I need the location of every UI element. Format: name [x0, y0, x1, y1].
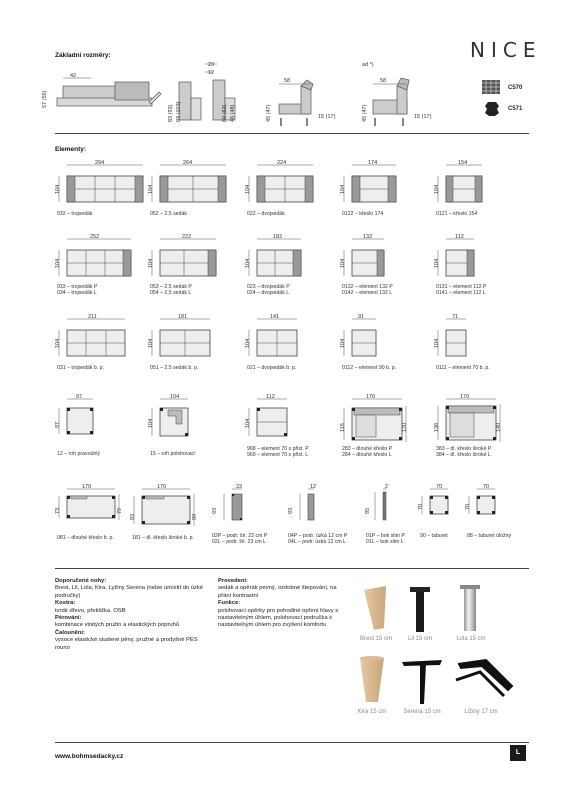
dim-104: 104	[148, 184, 154, 194]
dim-182: 182	[273, 234, 283, 240]
element-88	[465, 486, 505, 531]
dim-97v: 97	[55, 421, 61, 428]
element-968	[245, 396, 295, 446]
dim-70d: 70	[465, 503, 471, 510]
dim-15a: 15 (17)	[318, 114, 336, 120]
label-0121: 0121 – křeslo 154	[436, 211, 478, 217]
element-052	[148, 162, 228, 212]
dim-97: 97	[76, 394, 83, 400]
dim-104: 104	[434, 184, 440, 194]
dim-104: 104	[434, 338, 440, 348]
dim-252: 252	[90, 234, 100, 240]
element-0112	[340, 316, 380, 366]
lola-leg-label: Lola 15 cm	[456, 636, 486, 642]
dim-58a: 58	[284, 78, 291, 84]
element-04P	[288, 486, 328, 531]
info-left	[55, 578, 205, 652]
footer-url[interactable]: www.bohmsedacky.cz	[55, 753, 124, 760]
dim-93c: 93	[288, 507, 294, 514]
label-051: 051 – 2,5 sedák b. p.	[150, 365, 199, 371]
info-right	[218, 578, 343, 630]
dim-42: 42	[70, 73, 77, 79]
element-02P	[212, 486, 252, 531]
dim-116: 116	[340, 423, 346, 432]
element-283	[340, 396, 410, 449]
dim-104: 104	[245, 258, 251, 268]
dim-136: 136	[434, 422, 440, 432]
element-051	[148, 316, 213, 366]
dim-ad: ad *)	[362, 62, 374, 68]
dim-58b: 58	[380, 78, 387, 84]
dim-70c: 70	[483, 484, 490, 490]
dim-104: 104	[55, 258, 61, 268]
fabric-code-2: C571	[508, 106, 523, 112]
element-053	[148, 236, 218, 286]
element-021	[245, 316, 300, 366]
legs-text: Brest, Lil, Lola, Kira, Lyžiny Serena (nelze umístit do úzké područky)	[55, 585, 203, 599]
label-02P: 02P – podr. šír. 23 cm P 02L – podr. šír. 23 cm L	[212, 533, 268, 546]
element-031	[55, 316, 130, 366]
label-88: 88 – taburet úložný	[467, 533, 512, 539]
dim-12: 12	[208, 70, 215, 76]
fabric-icon	[482, 80, 500, 94]
brest-leg-label: Brest 15 cm	[359, 636, 392, 642]
dim-71: 71	[452, 314, 459, 320]
dim-70b: 70	[418, 503, 424, 510]
element-12	[55, 396, 100, 446]
label-04P: 04P – podr. úzká 12 cm P 04L – podr. úzká 12 cm L	[288, 533, 348, 546]
dim-112: 112	[455, 234, 464, 240]
func-text: polohovací opěrky pro pohodlné opření hlavy s nastavitelným úhlem, polohovací područka s nastavitelným úhlem pro zvýšení komfortu	[218, 607, 339, 629]
element-15	[148, 396, 193, 446]
dim-60: 60 (62)	[222, 104, 228, 122]
dim-15b: 15 (17)	[414, 114, 432, 120]
element-033	[55, 236, 135, 286]
dim-99: 99	[192, 513, 198, 520]
label-181: 181 – dl. křeslo široké b. p.	[132, 535, 194, 541]
exec-text: sedák a opěrák pevný, ozdobné štepování, na přání kontrastní	[218, 585, 337, 599]
dim-104: 104	[245, 184, 251, 194]
dim-70a: 70	[436, 484, 443, 490]
dim-104: 104	[55, 338, 61, 348]
exec-title: Provedení:	[218, 578, 248, 584]
dim-23r5: 23	[236, 484, 243, 490]
page-marker: L	[510, 745, 526, 761]
func-title: Funkce:	[218, 600, 241, 607]
dim-104: 104	[340, 338, 346, 348]
lola-leg-icon	[458, 583, 482, 633]
label-053: 053 – 2,5 sedák P 054 – 2,5 sedák L	[150, 284, 192, 297]
dim-104: 104	[340, 258, 346, 268]
dim-79: 79	[117, 507, 123, 514]
dim-170r5b: 170	[157, 484, 167, 490]
basic-dims-title: Základní rozměry:	[55, 52, 111, 59]
dim-93: 93 (103)	[176, 101, 182, 122]
dim-222: 222	[182, 234, 192, 240]
frame-title: Kostra:	[55, 600, 76, 607]
dim-132: 132	[363, 234, 373, 240]
element-032	[55, 162, 145, 212]
dim-170r4a: 170	[366, 394, 376, 400]
dim-45b: 45 (47)	[362, 104, 368, 122]
element-0132	[340, 236, 390, 286]
divider-bottom	[55, 742, 529, 743]
frame-text: tvrdé dřevo, překližka, OSB	[55, 607, 126, 614]
label-023: 023 – dvojsedák P 024 – dvojsedák L	[247, 284, 290, 297]
dim-23: 23	[208, 62, 215, 68]
dim-95: 95	[365, 507, 371, 514]
fabric-code-1: C570	[508, 85, 523, 91]
serena-leg-icon	[400, 658, 444, 706]
skid-leg-label: Ližiny 17 cm	[464, 709, 498, 715]
label-022: 022 – dvojsedák	[247, 211, 285, 217]
dim-104: 104	[148, 258, 154, 268]
label-0131: 0131 – element 112 P 0141 – element 112 L	[436, 284, 487, 297]
element-0131	[434, 236, 479, 286]
dim-174: 174	[368, 160, 378, 166]
dim-104h: 104	[170, 394, 180, 400]
leather-icon	[484, 101, 500, 117]
label-0132: 0132 – element 132 P 0142 – element 132 L	[342, 284, 393, 297]
label-031: 031 – trojsedák b. p.	[57, 365, 105, 371]
dim-104v: 104	[148, 418, 154, 428]
label-283: 283 – dlouhé křeslo P 284 – dlouhé křeslo L	[342, 446, 393, 459]
label-968: 968 – element 70 s přist. P 969 – element 70 s přist. L	[247, 446, 309, 459]
brest-leg-icon	[360, 582, 392, 632]
dim-91: 91	[358, 314, 365, 320]
label-90: 90 – taburet	[420, 533, 448, 539]
label-0112: 0112 – element 90 b. p.	[342, 365, 397, 371]
label-0122: 0122 – křeslo 174	[342, 211, 384, 217]
serena-leg-label: Serena 15 cm	[403, 709, 441, 715]
label-383: 383 – dl. křeslo široké P 384 – dl. křeslo široké L	[436, 446, 492, 459]
label-032: 032 – trojsedák	[57, 211, 93, 217]
dim-2: 2	[385, 484, 389, 490]
spring-text: kombinace vlnitých pružin a elastických popruhů	[55, 622, 180, 629]
divider-top	[55, 133, 529, 134]
cushion-text: vysoce elastické studené pěny, pružné a prodyšné PES rouno	[55, 637, 198, 651]
label-15: 15 – roh polohovací	[150, 451, 196, 457]
spring-title: Pérování:	[55, 615, 82, 622]
dim-104r4: 104	[245, 418, 251, 428]
label-052: 052 – 2,5 sedák	[150, 211, 187, 217]
dim-104: 104	[340, 184, 346, 194]
element-0121	[434, 162, 489, 212]
legs-title: Doporučené nohy:	[55, 578, 107, 584]
label-021: 021 – dvojsedák b. p.	[247, 365, 297, 371]
label-081: 081 – dlouhé křeslo b. p.	[57, 535, 114, 541]
dim-170r5a: 170	[82, 484, 92, 490]
dim-83: 83 (93)	[168, 104, 174, 122]
dim-46: 46 (48)	[230, 104, 236, 122]
dim-112r4: 112	[266, 394, 275, 400]
dim-170r4b: 170	[460, 394, 470, 400]
kira-leg-label: Kira 15 cm	[357, 709, 387, 715]
dim-57: 57 (55)	[42, 90, 48, 108]
label-0111: 0111 – element 70 b. p.	[436, 365, 490, 371]
divider-middle	[55, 568, 529, 569]
element-022	[245, 162, 315, 212]
dim-120: 120	[402, 422, 408, 432]
dim-181: 181	[178, 314, 188, 320]
dim-73: 73	[55, 507, 61, 514]
dim-45a: 45 (47)	[266, 104, 272, 122]
dim-211: 211	[88, 314, 97, 320]
dim-294: 294	[95, 160, 105, 166]
kira-leg-icon	[356, 656, 388, 706]
label-01P: 01P – bok slim P 01L – bok slim L	[366, 533, 405, 546]
element-90	[418, 486, 458, 531]
label-033: 033 – trojsedák P 034 – trojsedák L	[57, 284, 98, 297]
elements-title: Elementy:	[55, 146, 87, 153]
dim-264: 264	[183, 160, 193, 166]
element-023	[245, 236, 305, 286]
cushion-title: Čalounění:	[55, 629, 85, 636]
dim-104: 104	[148, 338, 154, 348]
lil-leg-label: Lil 15 cm	[407, 636, 432, 642]
label-12: 12 – roh pravoúhlý	[57, 451, 100, 457]
dim-93a: 93	[130, 513, 136, 520]
dim-140: 140	[496, 422, 502, 432]
dim-104: 104	[245, 338, 251, 348]
brand-logo: NICE	[470, 38, 542, 62]
dim-141: 141	[270, 314, 280, 320]
element-0122	[340, 162, 400, 212]
dim-104: 104	[55, 184, 61, 194]
dim-104: 104	[434, 258, 440, 268]
dim-154: 154	[458, 160, 468, 166]
skid-leg-icon	[452, 656, 516, 704]
dim-93b: 93	[212, 507, 218, 514]
dim-12r5: 12	[310, 484, 317, 490]
element-081	[55, 486, 125, 531]
basic-dims-drawings	[55, 62, 510, 126]
lil-leg-icon	[408, 585, 432, 633]
dim-224: 224	[277, 160, 287, 166]
element-181	[130, 486, 200, 533]
